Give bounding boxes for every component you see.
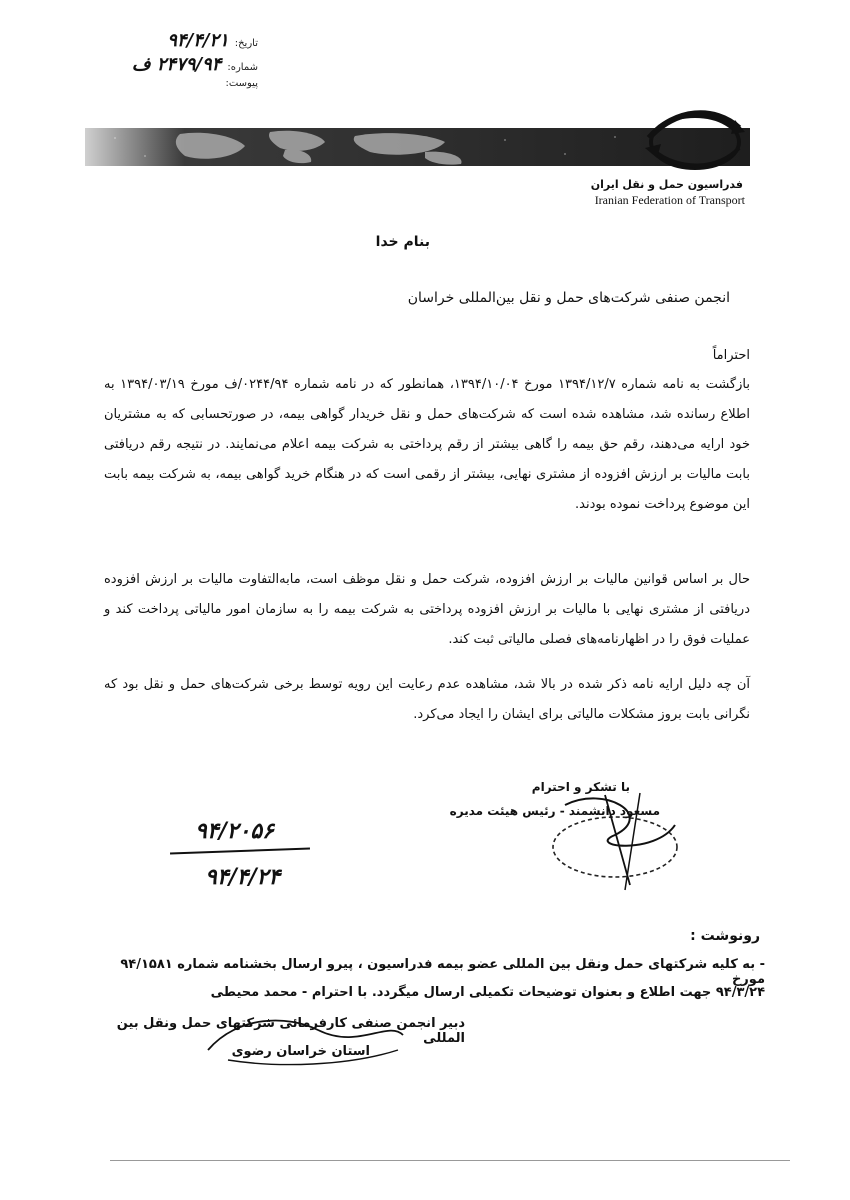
federation-logo xyxy=(635,98,745,178)
paragraph-3: آن چه دلیل ارایه نامه ذکر شده در بالا شد، مشاهده عدم رعایت این رویه توسط برخی شرکت‌های حمل و نقل بود که نگرانی بابت بروز مشکلات مالیاتی برای ایشان را ایجاد می‌کرد. xyxy=(104,677,750,722)
date-value: ۹۴/۴/۲۱ xyxy=(167,30,229,51)
cc-line-2: ۹۴/۳/۲۴ جهت اطلاع و بعنوان توضیحات تکمیلی ارسال میگردد. با احترام - محمد محیطی xyxy=(210,985,765,1000)
closing: با تشکر و احترام xyxy=(531,780,630,794)
signer: مسعود دانشمند - رئیس هیئت مدیره xyxy=(449,804,660,818)
attachment-label: پیوست: xyxy=(225,78,258,89)
org-name-fa: فدراسیون حمل و نقل ایران xyxy=(590,178,743,191)
paragraph-1: بازگشت به نامه شماره ۱۳۹۴/۱۲/۷ مورخ ۱۳۹۴/۱۰/۰۴، همانطور که در نامه شماره ۰۲۴۴/۹۴/ف مورخ ۱۳۹۴/۰۳/۱۹ به اطلاع رسانده شد، مشاهده شده است که شرکت‌های حمل و نقل خریدار گواهی بیمه، در صورتحسابی که به مشتریان خود ارایه می‌دهند، رقم حق بیمه را گاهی بیشتر از رقم پرداختی به شرکت بیمه اعلام می‌نمایند. در نتیجه رقم دریافتی بابت مالیات بر ارزش افزوده از مشتری نهایی، بیشتر از رقمی است که در هنگام خرید گواهی بیمه، به شرکت بیمه بابت این موضوع پرداخت نموده بودند. xyxy=(104,377,750,512)
signature-scribble xyxy=(545,785,695,895)
org-name-en: Iranian Federation of Transport xyxy=(594,193,745,207)
paragraph-2: حال بر اساس قوانین مالیات بر ارزش افزوده، شرکت حمل و نقل موظف است، مابه‌التفاوت مالیات بر ارزش افزوده دریافتی از مشتری نهایی با مالیات بر ارزش افزوده پرداختی به شرکت بیمه را به سازمان امور مالیاتی پرداخت کند و عملیات فوق را در اظهارنامه‌های فصلی مالیاتی ثبت کند. xyxy=(104,572,750,647)
salutation: احتراماً xyxy=(712,348,750,363)
recipient: انجمن صنفی شرکت‌های حمل و نقل بین‌المللی خراسان xyxy=(407,290,730,306)
handwritten-ref-number: ۹۴/۲۰۵۶ xyxy=(195,818,274,844)
cc-signer-title: دبیر انجمن صنفی کارفرمائی شرکتهای حمل ونقل بین المللی xyxy=(116,1016,465,1046)
cc-signer-province: استان خراسان رضوی xyxy=(231,1044,370,1059)
letter-meta xyxy=(108,30,258,102)
cc-title: رونوشت : xyxy=(690,928,760,944)
number-value: ۲۴۷۹/۹۴ ف xyxy=(131,54,222,75)
handwritten-underline xyxy=(170,848,310,855)
date-label: تاریخ: xyxy=(234,38,258,49)
basmala: بنام خدا xyxy=(375,234,430,250)
cc-line-1: - به کلیه شرکتهای حمل ونقل بین المللی عضو بیمه فدراسیون ، پیرو ارسال بخشنامه شماره ۹۴/۱۵۸۱ مورخ xyxy=(120,957,765,987)
bottom-rule xyxy=(110,1160,790,1161)
number-label: شماره: xyxy=(227,62,258,73)
handwritten-ref-date: ۹۴/۴/۲۴ xyxy=(205,864,281,890)
